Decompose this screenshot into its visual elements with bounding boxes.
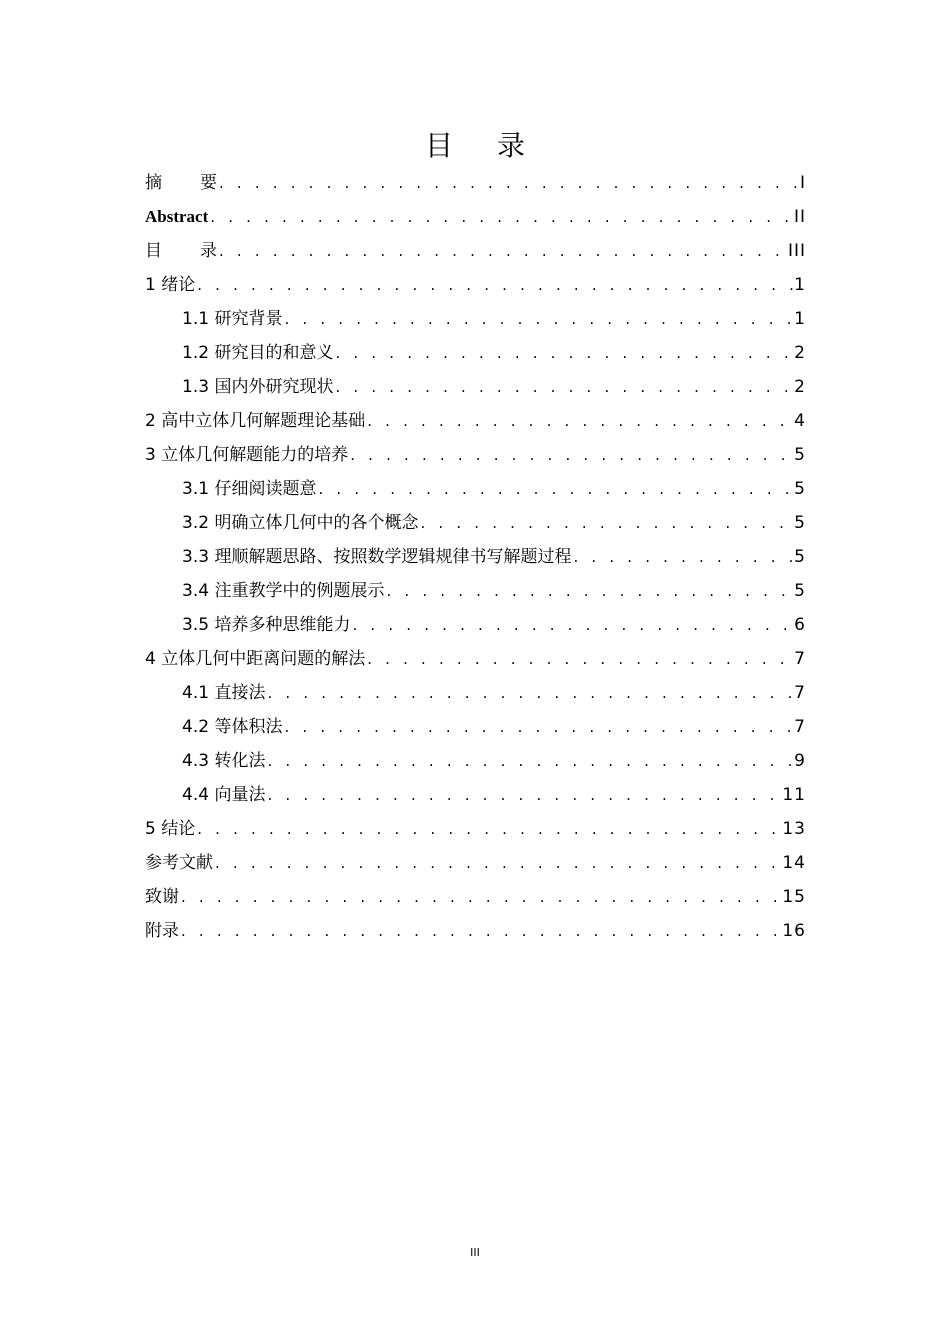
- toc-dot-leader: [265, 744, 794, 778]
- toc-dot-leader: [195, 812, 782, 846]
- toc-dot-leader: [217, 166, 800, 200]
- toc-entry-label: 3.1 仔细阅读题意: [182, 479, 317, 499]
- toc-entry[interactable]: [145, 370, 806, 404]
- toc-entry-page: III: [787, 241, 806, 261]
- toc-dot-leader: [333, 370, 794, 404]
- toc-entry-page: 9: [794, 751, 806, 771]
- toc-entry-label: 3 立体几何解题能力的培养: [145, 445, 349, 465]
- toc-dot-leader: [333, 336, 794, 370]
- toc-entry-label: 3.5 培养多种思维能力: [182, 615, 351, 635]
- table-of-contents: [145, 166, 806, 948]
- toc-entry[interactable]: [145, 540, 806, 574]
- toc-entry-page: 1: [794, 309, 806, 329]
- toc-entry-label: 4.1 直接法: [182, 683, 266, 703]
- toc-dot-leader: [195, 268, 794, 302]
- toc-entry-label: 附录: [145, 921, 179, 941]
- toc-entry[interactable]: [145, 166, 806, 200]
- toc-entry-label: 1.1 研究背景: [182, 309, 283, 329]
- toc-entry-page: 14: [782, 853, 806, 873]
- toc-dot-leader: [282, 302, 794, 336]
- toc-entry-page: 11: [782, 785, 806, 805]
- toc-entry-label: 4 立体几何中距离问题的解法: [145, 649, 366, 669]
- toc-entry-page: 2: [794, 377, 806, 397]
- toc-entry[interactable]: [145, 438, 806, 472]
- toc-entry-label: 4.3 转化法: [182, 751, 266, 771]
- footer-page-number: III: [470, 1246, 480, 1259]
- toc-entry[interactable]: [145, 268, 806, 302]
- toc-entry[interactable]: [145, 812, 806, 846]
- toc-dot-leader: [365, 404, 794, 438]
- toc-entry-page: 7: [794, 649, 806, 669]
- toc-entry-page: 4: [794, 411, 806, 431]
- toc-entry-page: 13: [782, 819, 806, 839]
- toc-entry-label: 致谢: [145, 887, 179, 907]
- toc-entry[interactable]: [145, 676, 806, 710]
- toc-entry-label: 目录: [145, 241, 217, 261]
- toc-dot-leader: [316, 472, 794, 506]
- toc-entry-label: 4.2 等体积法: [182, 717, 283, 737]
- toc-entry[interactable]: [145, 200, 806, 234]
- toc-dot-leader: [282, 710, 794, 744]
- toc-entry-label: 3.3 理顺解题思路、按照数学逻辑规律书写解题过程: [182, 547, 572, 567]
- toc-entry-page: 5: [794, 445, 806, 465]
- toc-entry-page: 16: [782, 921, 806, 941]
- toc-dot-leader: [265, 778, 782, 812]
- toc-entry[interactable]: [145, 642, 806, 676]
- toc-entry-page: 5: [794, 547, 806, 567]
- toc-entry-page: 7: [794, 683, 806, 703]
- toc-entry[interactable]: [145, 404, 806, 438]
- toc-dot-leader: [179, 880, 782, 914]
- toc-entry-page: 5: [794, 581, 806, 601]
- toc-entry-label: 5 结论: [145, 819, 196, 839]
- toc-entry-label: 1 绪论: [145, 275, 196, 295]
- toc-entry-page: 7: [794, 717, 806, 737]
- toc-entry-page: 1: [794, 275, 806, 295]
- toc-entry-page: 6: [794, 615, 806, 635]
- toc-entry-label: 3.2 明确立体几何中的各个概念: [182, 513, 419, 533]
- toc-dot-leader: [418, 506, 794, 540]
- toc-entry-page: I: [799, 173, 806, 193]
- toc-entry[interactable]: [145, 506, 806, 540]
- toc-entry[interactable]: [145, 880, 806, 914]
- toc-entry[interactable]: [145, 778, 806, 812]
- toc-dot-leader: [217, 234, 788, 268]
- toc-entry[interactable]: [145, 744, 806, 778]
- toc-entry[interactable]: [145, 574, 806, 608]
- toc-entry[interactable]: [145, 336, 806, 370]
- toc-entry-label: 1.3 国内外研究现状: [182, 377, 334, 397]
- toc-entry[interactable]: [145, 302, 806, 336]
- toc-dot-leader: [365, 642, 794, 676]
- toc-dot-leader: [384, 574, 794, 608]
- toc-dot-leader: [348, 438, 794, 472]
- toc-entry[interactable]: [145, 710, 806, 744]
- toc-dot-leader: [208, 200, 794, 234]
- toc-entry-label: 1.2 研究目的和意义: [182, 343, 334, 363]
- toc-entry-page: II: [793, 207, 806, 227]
- toc-entry-page: 5: [794, 479, 806, 499]
- toc-entry-label: 2 高中立体几何解题理论基础: [145, 411, 366, 431]
- toc-entry-label: 参考文献: [145, 853, 213, 873]
- toc-dot-leader: [571, 540, 794, 574]
- toc-entry-page: 15: [782, 887, 806, 907]
- toc-entry[interactable]: [145, 608, 806, 642]
- toc-entry-label: 摘要: [145, 173, 217, 193]
- toc-entry-page: 2: [794, 343, 806, 363]
- toc-dot-leader: [179, 914, 782, 948]
- toc-entry-label: 4.4 向量法: [182, 785, 266, 805]
- toc-dot-leader: [350, 608, 794, 642]
- toc-dot-leader: [213, 846, 782, 880]
- toc-entry[interactable]: [145, 914, 806, 948]
- toc-entry[interactable]: [145, 472, 806, 506]
- toc-title: 目录: [424, 129, 569, 162]
- toc-entry-page: 5: [794, 513, 806, 533]
- toc-entry[interactable]: [145, 234, 806, 268]
- toc-entry[interactable]: [145, 846, 806, 880]
- toc-entry-label: Abstract: [145, 207, 209, 226]
- toc-dot-leader: [265, 676, 794, 710]
- toc-entry-label: 3.4 注重教学中的例题展示: [182, 581, 385, 601]
